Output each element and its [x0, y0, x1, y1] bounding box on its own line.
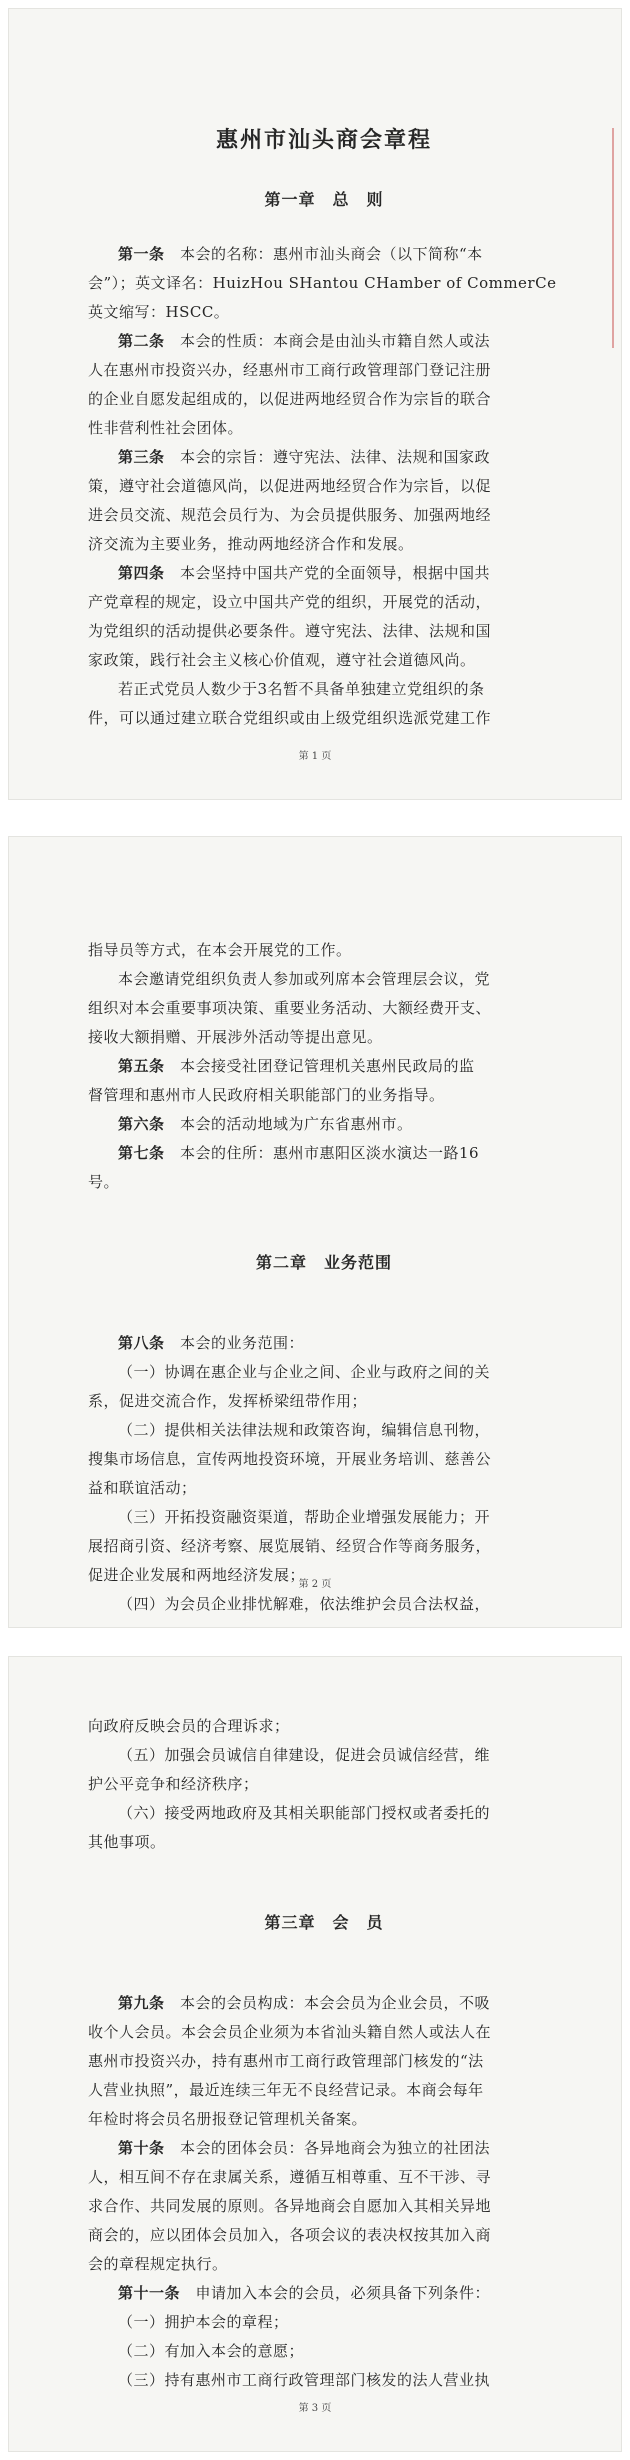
article-number: 第十条	[118, 2139, 165, 2157]
document-page-1	[8, 8, 622, 800]
line-text: 本会的宗旨：遵守宪法、法律、法规和国家政	[164, 448, 491, 466]
article-number: 第一条	[118, 245, 165, 263]
line-text: 本会的名称：惠州市汕头商会（以下简称“本	[164, 245, 483, 263]
line-text: （三）持有惠州市工商行政管理部门核发的法人营业执	[118, 2371, 491, 2389]
page-1-content	[88, 120, 560, 733]
text-line	[88, 617, 560, 646]
text-line	[88, 2192, 560, 2221]
line-text: 接收大额捐赠、开展涉外活动等提出意见。	[88, 1028, 383, 1046]
seal-edge-mark	[612, 128, 622, 348]
text-line	[88, 588, 560, 617]
line-text: 本会的会员构成：本会会员为企业会员，不吸	[164, 1994, 491, 2012]
text-line	[88, 1590, 560, 1619]
text-line	[88, 2105, 560, 2134]
text-line	[88, 646, 560, 675]
text-line	[88, 1532, 560, 1561]
article-line	[88, 1110, 560, 1139]
line-text: 系，促进交流合作，发挥桥梁纽带作用；	[88, 1392, 368, 1410]
text-line	[88, 298, 560, 327]
line-text: 求合作、共同发展的原则。各异地商会自愿加入其相关异地	[88, 2197, 492, 2215]
line-text: 的企业自愿发起组成的，以促进两地经贸合作为宗旨的联合	[88, 390, 492, 408]
text-line	[88, 1828, 560, 1857]
text-line	[88, 1387, 560, 1416]
text-line	[88, 936, 560, 965]
line-text: 商会的，应以团体会员加入，各项会议的表决权按其加入商	[88, 2226, 492, 2244]
article-line	[88, 1052, 560, 1081]
line-text: （五）加强会员诚信自律建设，促进会员诚信经营，维	[118, 1746, 491, 1764]
line-text: 若正式党员人数少于3名暂不具备单独建立党组织的条	[118, 680, 485, 698]
line-text: 英文缩写：HSCC。	[88, 303, 230, 321]
page-3-content	[88, 1712, 560, 2395]
line-text: 展招商引资、经济考察、展览展销、经贸合作等商务服务，	[88, 1537, 492, 1555]
text-line	[88, 1503, 560, 1532]
line-text: 产党章程的规定，设立中国共产党的组织，开展党的活动，	[88, 593, 492, 611]
line-text: 指导员等方式，在本会开展党的工作。	[88, 941, 352, 959]
text-line	[88, 385, 560, 414]
article-line	[88, 443, 560, 472]
article-number: 第九条	[118, 1994, 165, 2012]
page-2-content	[88, 936, 560, 1619]
text-line	[88, 1081, 560, 1110]
text-line	[88, 2076, 560, 2105]
text-line	[88, 1799, 560, 1828]
article-line	[88, 2279, 560, 2308]
text-line	[88, 994, 560, 1023]
article-number: 第七条	[118, 1144, 165, 1162]
text-line	[88, 501, 560, 530]
line-text: 人，相互间不存在隶属关系，遵循互相尊重、互不干涉、寻	[88, 2168, 492, 2186]
article-line	[88, 2134, 560, 2163]
article-line	[88, 327, 560, 356]
text-line	[88, 356, 560, 385]
line-text: （三）开拓投资融资渠道，帮助企业增强发展能力；开	[118, 1508, 491, 1526]
line-text: 号。	[88, 1173, 120, 1191]
text-line	[88, 2221, 560, 2250]
document-page-3	[8, 1656, 622, 2452]
line-text: 督管理和惠州市人民政府相关职能部门的业务指导。	[88, 1086, 445, 1104]
line-text: 本会的业务范围：	[164, 1334, 305, 1352]
text-line	[88, 704, 560, 733]
article-number: 第二条	[118, 332, 165, 350]
line-text: 年检时将会员名册报登记管理机关备案。	[88, 2110, 368, 2128]
line-text: 护公平竞争和经济秩序；	[88, 1775, 259, 1793]
line-text: 件，可以通过建立联合党组织或由上级党组织选派党建工作	[88, 709, 492, 727]
text-line	[88, 2018, 560, 2047]
text-line	[88, 2250, 560, 2279]
article-line	[88, 1989, 560, 2018]
text-line	[88, 2366, 560, 2395]
text-line	[88, 675, 560, 704]
article-number: 第十一条	[118, 2284, 181, 2302]
text-line	[88, 1358, 560, 1387]
line-text: 策，遵守社会道德风尚，以促进两地经贸合作为宗旨，以促	[88, 477, 492, 495]
article-line	[88, 559, 560, 588]
line-text: 组织对本会重要事项决策、重要业务活动、大额经费开支、	[88, 999, 492, 1017]
line-text: 会的章程规定执行。	[88, 2255, 228, 2273]
line-text: 申请加入本会的会员，必须具备下列条件：	[180, 2284, 491, 2302]
line-text: （四）为会员企业排忧解难，依法维护会员合法权益，	[118, 1595, 491, 1613]
text-line	[88, 2047, 560, 2076]
line-text: （二）有加入本会的意愿；	[118, 2342, 305, 2360]
line-text: 本会接受社团登记管理机关惠州民政局的监	[164, 1057, 475, 1075]
text-line	[88, 1023, 560, 1052]
line-text: 本会的性质：本商会是由汕头市籍自然人或法	[164, 332, 491, 350]
line-text: 收个人会员。本会会员企业须为本省汕头籍自然人或法人在	[88, 2023, 492, 2041]
text-line	[88, 1712, 560, 1741]
article-line	[88, 1139, 560, 1168]
article-line	[88, 240, 560, 269]
page-number: 第 3 页	[298, 2403, 332, 2414]
page-number: 第 2 页	[298, 1579, 332, 1590]
line-text: 进会员交流、规范会员行为、为会员提供服务、加强两地经	[88, 506, 492, 524]
text-line	[88, 1168, 560, 1197]
text-line	[88, 1416, 560, 1445]
text-line	[88, 2337, 560, 2366]
line-text: 本会坚持中国共产党的全面领导，根据中国共	[164, 564, 491, 582]
line-text: 人营业执照”，最近连续三年无不良经营记录。本商会每年	[88, 2081, 484, 2099]
article-number: 第五条	[118, 1057, 165, 1075]
page-2-body-top	[88, 936, 560, 1197]
page-3-body	[88, 1989, 560, 2395]
line-text: 性非营利性社会团体。	[88, 419, 244, 437]
chapter-heading: 第一章 总 则	[264, 190, 384, 209]
line-text: 本会邀请党组织负责人参加或列席本会管理层会议，党	[118, 970, 491, 988]
line-text: 会”）；英文译名：HuizHou SHantou CHamber of CommerCe	[88, 274, 557, 292]
chapter-heading: 第三章 会 员	[264, 1913, 384, 1932]
line-text: 益和联谊活动；	[88, 1479, 197, 1497]
line-text: 人在惠州市投资兴办，经惠州市工商行政管理部门登记注册	[88, 361, 492, 379]
line-text: 本会的活动地域为广东省惠州市。	[164, 1115, 413, 1133]
line-text: （一）拥护本会的章程；	[118, 2313, 289, 2331]
text-line	[88, 1474, 560, 1503]
article-number: 第八条	[118, 1334, 165, 1352]
text-line	[88, 1445, 560, 1474]
line-text: 促进企业发展和两地经济发展；	[88, 1566, 306, 1584]
text-line	[88, 269, 560, 298]
article-line	[88, 1329, 560, 1358]
document-title: 惠州市汕头商会章程	[215, 127, 432, 153]
line-text: （一）协调在惠企业与企业之间、企业与政府之间的关	[118, 1363, 491, 1381]
line-text: 济交流为主要业务，推动两地经济合作和发展。	[88, 535, 414, 553]
text-line	[88, 1770, 560, 1799]
text-line	[88, 472, 560, 501]
page-3-body-top	[88, 1712, 560, 1857]
line-text: （六）接受两地政府及其相关职能部门授权或者委托的	[118, 1804, 491, 1822]
page-1-body	[88, 240, 560, 733]
document-page-2	[8, 836, 622, 1628]
line-text: 其他事项。	[88, 1833, 166, 1851]
text-line	[88, 2308, 560, 2337]
article-number: 第三条	[118, 448, 165, 466]
line-text: 搜集市场信息，宣传两地投资环境，开展业务培训、慈善公	[88, 1450, 492, 1468]
text-line	[88, 530, 560, 559]
article-number: 第六条	[118, 1115, 165, 1133]
line-text: （二）提供相关法律法规和政策咨询，编辑信息刊物，	[118, 1421, 491, 1439]
line-text: 惠州市投资兴办，持有惠州市工商行政管理部门核发的“法	[88, 2052, 484, 2070]
line-text: 为党组织的活动提供必要条件。遵守宪法、法律、法规和国	[88, 622, 492, 640]
page-number: 第 1 页	[298, 751, 332, 762]
line-text: 向政府反映会员的合理诉求；	[88, 1717, 290, 1735]
text-line	[88, 2163, 560, 2192]
line-text: 本会的住所：惠州市惠阳区淡水演达一路16	[164, 1144, 480, 1162]
text-line	[88, 1741, 560, 1770]
line-text: 家政策，践行社会主义核心价值观，遵守社会道德风尚。	[88, 651, 476, 669]
text-line	[88, 414, 560, 443]
article-number: 第四条	[118, 564, 165, 582]
text-line	[88, 965, 560, 994]
line-text: 本会的团体会员：各异地商会为独立的社团法	[164, 2139, 491, 2157]
chapter-heading: 第二章 业务范围	[255, 1253, 392, 1272]
